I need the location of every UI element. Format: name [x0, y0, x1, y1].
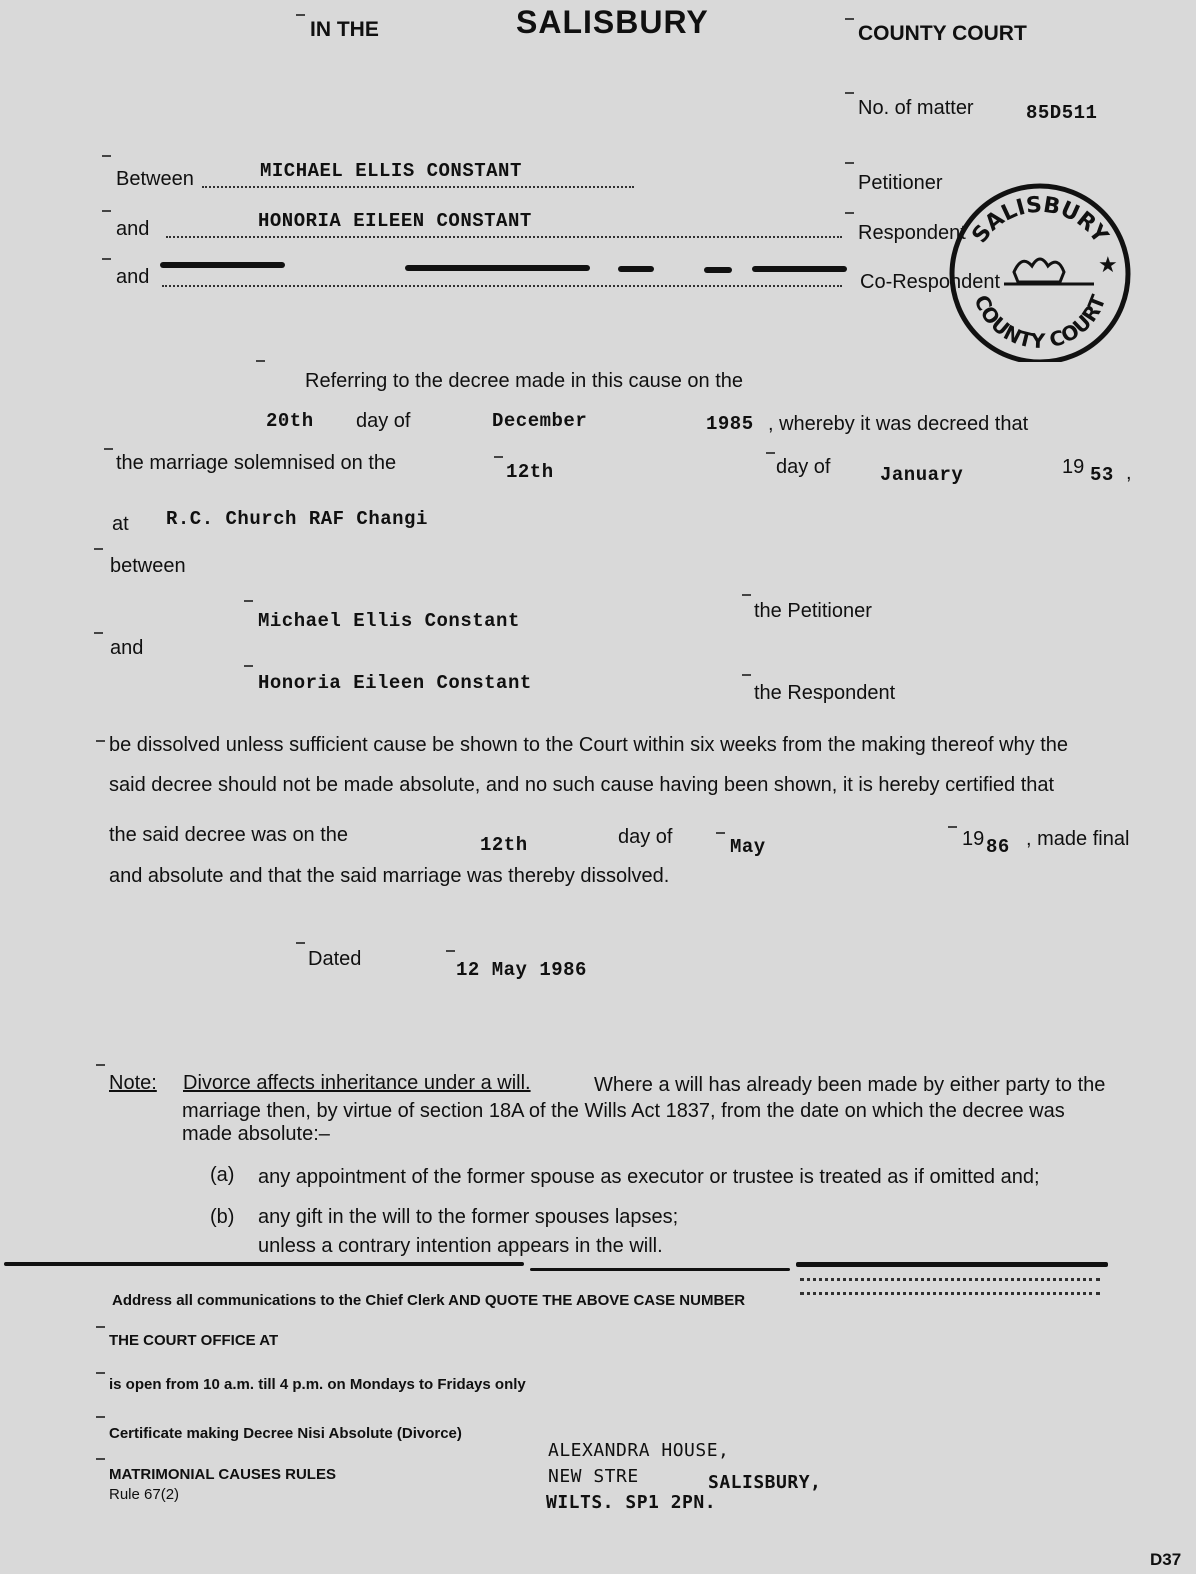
tick-mark [96, 1458, 105, 1460]
note-heading: Divorce affects inheritance under a will. [183, 1072, 531, 1094]
in-the-label: IN THE [310, 18, 379, 41]
svg-text:★: ★ [1098, 253, 1118, 278]
note-item-b-line2: unless a contrary intention appears in the will. [258, 1235, 663, 1257]
absolute-year-field: 86 [986, 836, 1010, 858]
note-line1: Where a will has already been made by either party to the [594, 1074, 1106, 1096]
tick-mark [494, 456, 503, 458]
tick-mark [102, 258, 111, 260]
svg-text:COUNTY COURT: COUNTY COURT [969, 291, 1111, 354]
tick-mark [256, 360, 265, 362]
absolute-year-prefix: 19 [962, 828, 985, 850]
absolute-day-of-label: day of [618, 826, 673, 848]
tick-mark [716, 832, 725, 834]
tick-mark [948, 826, 957, 828]
decree-body-line3: the said decree was on the [109, 824, 349, 846]
marriage-place-field: R.C. Church RAF Changi [166, 508, 428, 530]
marriage-year-prefix: 19 [1062, 456, 1085, 478]
day-of-label: day of [356, 410, 411, 432]
note-item-b-label: (b) [210, 1206, 235, 1228]
tick-mark [96, 1372, 105, 1374]
petitioner-label: Petitioner [858, 172, 943, 194]
tick-mark [94, 632, 103, 634]
certificate-title: Certificate making Decree Nisi Absolute (Divorce) [109, 1425, 462, 1442]
respondent-name-body: Honoria Eileen Constant [258, 672, 532, 694]
dated-label: Dated [308, 948, 362, 970]
absolute-day-field: 12th [480, 834, 528, 856]
note-item-b-line1: any gift in the will to the former spouses lapses; [258, 1206, 679, 1228]
smudge-dots [800, 1278, 1100, 1281]
form-code: D37 [1150, 1550, 1182, 1569]
note-item-a-text: any appointment of the former spouse as executor or trustee is treated as if omitted and; [258, 1166, 1040, 1188]
marriage-day-field: 12th [506, 461, 554, 483]
separator-rule [796, 1262, 1108, 1267]
at-label: at [112, 513, 129, 535]
note-line2: marriage then, by virtue of section 18A of the Wills Act 1837, from the date on which the decree was [182, 1100, 1065, 1122]
decree-day-field: 20th [266, 410, 314, 432]
svg-text:SALISBURY: SALISBURY [967, 192, 1113, 249]
tick-mark [845, 92, 854, 94]
rule-number: Rule 67(2) [109, 1486, 180, 1503]
tick-mark [102, 210, 111, 212]
tick-mark [742, 594, 751, 596]
the-respondent-label: the Respondent [754, 682, 896, 704]
decree-body-line2: said decree should not be made absolute, and no such cause having been shown, it is hereby certified that [109, 774, 1055, 796]
marriage-year-field: 53 [1090, 464, 1114, 486]
opening-hours-text: is open from 10 a.m. till 4 p.m. on Mondays to Fridays only [109, 1376, 526, 1393]
between-label: Between [116, 168, 194, 190]
dated-value-field: 12 May 1986 [456, 959, 587, 981]
made-final-text: , made final [1026, 828, 1130, 850]
petitioner-name-body: Michael Ellis Constant [258, 610, 520, 632]
petitioner-name-field: MICHAEL ELLIS CONSTANT [260, 160, 522, 182]
tick-mark [96, 740, 105, 742]
court-address-line2: NEW STRE [548, 1466, 639, 1487]
respondent-name-field: HONORIA EILEEN CONSTANT [258, 210, 532, 232]
county-court-label: COUNTY COURT [858, 22, 1027, 45]
the-petitioner-label: the Petitioner [754, 600, 872, 622]
co-respondent-label: Co-Respondent [860, 271, 1001, 293]
respondent-label: Respondent [858, 222, 966, 244]
redaction-bar [752, 266, 847, 272]
and-label: and [116, 218, 150, 240]
tick-mark [742, 674, 751, 676]
court-name: SALISBURY [516, 4, 709, 40]
court-seal-stamp [944, 180, 1136, 362]
redaction-bar [405, 265, 590, 271]
tick-mark [845, 18, 854, 20]
redaction-bar [618, 266, 654, 272]
tick-mark [96, 1326, 105, 1328]
court-address-line1: ALEXANDRA HOUSE, [548, 1440, 730, 1461]
dotted-line [202, 186, 634, 188]
tick-mark [244, 665, 253, 667]
tick-mark [102, 155, 111, 157]
redaction-bar [704, 267, 732, 273]
tick-mark [96, 1064, 105, 1066]
smudge-dots [800, 1292, 1100, 1295]
separator-rule [4, 1262, 524, 1266]
and-label-3: and [110, 637, 144, 659]
dotted-line [162, 285, 842, 287]
tick-mark [104, 448, 113, 450]
marriage-text: the marriage solemnised on the [116, 452, 397, 474]
tick-mark [94, 548, 103, 550]
matter-number-value: 85D511 [1026, 102, 1098, 124]
and-label-2: and [116, 266, 150, 288]
redaction-bar [160, 262, 285, 268]
marriage-day-of-label: day of [776, 456, 831, 478]
decree-month-field: December [492, 410, 588, 432]
rules-label: MATRIMONIAL CAUSES RULES [109, 1466, 336, 1483]
tick-mark [96, 1416, 105, 1418]
note-label: Note: [109, 1072, 157, 1094]
comma: , [1126, 462, 1132, 484]
tick-mark [845, 212, 854, 214]
note-line3: made absolute:– [182, 1123, 330, 1145]
absolute-month-field: May [730, 836, 766, 858]
court-address-line2b: SALISBURY, [708, 1472, 822, 1493]
decree-body-line4: and absolute and that the said marriage was thereby dissolved. [109, 865, 670, 887]
decree-year-field: 1985 [706, 413, 754, 435]
tick-mark [766, 452, 775, 454]
decree-body-line1: be dissolved unless sufficient cause be shown to the Court within six weeks from the making thereof why the [109, 734, 1069, 756]
tick-mark [296, 942, 305, 944]
court-office-label: THE COURT OFFICE AT [109, 1332, 279, 1349]
marriage-month-field: January [880, 464, 964, 486]
separator-rule [530, 1268, 790, 1271]
address-communications-text: Address all communications to the Chief Clerk AND QUOTE THE ABOVE CASE NUMBER [112, 1292, 746, 1309]
tick-mark [845, 162, 854, 164]
decree-intro: Referring to the decree made in this cause on the [305, 370, 744, 392]
whereby-text: , whereby it was decreed that [768, 413, 1029, 435]
note-item-a-label: (a) [210, 1164, 235, 1186]
dotted-line [166, 236, 842, 238]
court-address-line3: WILTS. SP1 2PN. [546, 1492, 717, 1513]
tick-mark [446, 950, 455, 952]
between-label-2: between [110, 555, 186, 577]
tick-mark [296, 14, 305, 16]
tick-mark [244, 600, 253, 602]
matter-number-label: No. of matter [858, 97, 974, 119]
